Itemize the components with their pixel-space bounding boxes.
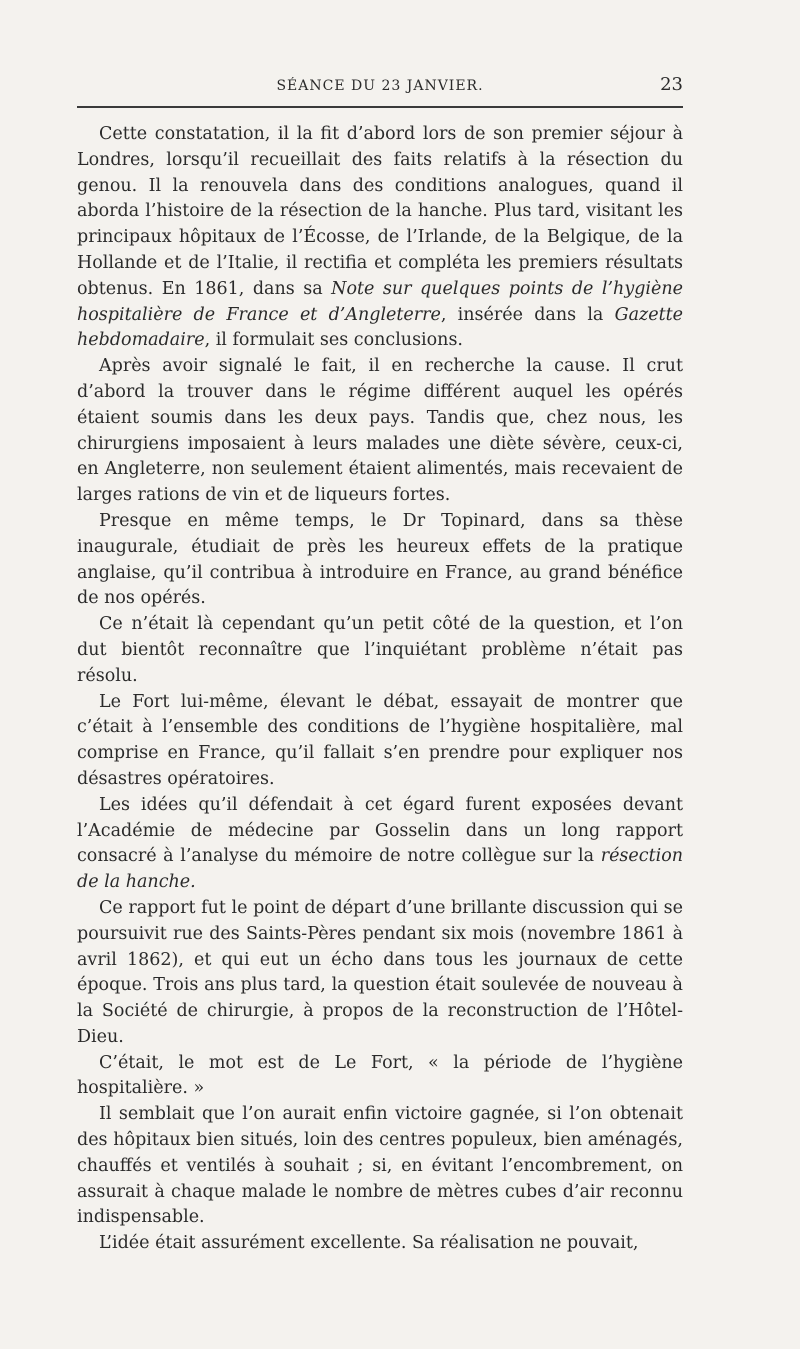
text-run: Le Fort lui-même, élevant le débat, essayait de montrer que c’était à l’ensemble des conditions de l’hygiène hospitalière, mal comprise en France, qu’il fallait s’en prendre pour expliquer nos désastres opératoires.: [77, 691, 683, 789]
text-run: Ce n’était là cependant qu’un petit côté de la question, et l’on dut bientôt reconnaître que l’inquiétant problème n’était pas résolu.: [77, 614, 683, 686]
paragraph: [77, 509, 683, 612]
header-rule: [77, 106, 683, 108]
paragraph: [77, 122, 683, 354]
body-text: [77, 122, 683, 1257]
text-run: Après avoir signalé le fait, il en recherche la cause. Il crut d’abord la trouver dans le régime différent auquel les opérés étaient soumis dans les deux pays. Tandis que, chez nous, les chirurgiens imposaient à leurs malades une diète sévère, ceux-ci, en Angleterre, non seulement étaient alimentés, mais recevaient de larges rations de vin et de liqueurs fortes.: [77, 356, 683, 506]
text-run: , il formulait ses conclusions.: [204, 330, 463, 351]
text-run: Presque en même temps, le Dr Topinard, dans sa thèse inaugurale, étudiait de près les heureux effets de la pratique anglaise, qu’il contribua à introduire en France, au grand bénéfice de nos opérés.: [77, 510, 683, 609]
running-head: SÉANCE DU 23 JANVIER.: [276, 78, 484, 94]
paragraph: [77, 612, 683, 689]
italic-title: Gazette hebdomadaire: [77, 304, 684, 351]
page-header: [77, 72, 683, 102]
paragraph: [77, 690, 683, 793]
text-run: Ce rapport fut le point de départ d’une brillante discussion qui se poursuivit rue des Saints-Pères pendant six mois (novembre 1861 à avril 1862), et qui eut un écho dans tous les journaux de cette époque. Trois ans plus tard, la question était soulevée de nouveau à la Société de chirurgie, à propos de la reconstruction de l’Hôtel-Dieu.: [77, 897, 683, 1047]
text-run: Les idées qu’il défendait à cet égard furent exposées devant l’Académie de médecine par Gosselin dans un long rapport consacré à l’analyse du mémoire de notre collègue sur la: [77, 794, 683, 867]
paragraph: [77, 354, 683, 509]
text-run: L’idée était assurément excellente. Sa réalisation ne pouvait,: [99, 1233, 639, 1254]
text-run: Cette constatation, il la fit d’abord lors de son premier séjour à Londres, lorsqu’il recueillait des faits relatifs à la résection du genou. Il la renouvela dans des conditions analogues, quand il aborda l’histoire de la résection de la hanche. Plus tard, visitant les principaux hôpitaux de l’Écosse, de l’Irlande, de la Belgique, de la Hollande et de l’Italie, il rectifia et compléta les premiers résultats obtenus. En 1861, dans sa: [77, 124, 683, 299]
text-run: C’était, le mot est de Le Fort, « la période de l’hygiène hospitalière. »: [77, 1052, 683, 1099]
italic-title: Note sur quelques points de l’hygiène hospitalière de France et d’Angleterre: [77, 278, 683, 325]
paragraph: [77, 1231, 683, 1257]
paragraph: [77, 793, 683, 896]
page-number: 23: [660, 74, 683, 95]
paragraph: [77, 1051, 683, 1103]
paragraph: [77, 1102, 683, 1231]
text-run: , insérée dans la: [440, 304, 615, 325]
paragraph: [77, 896, 683, 1051]
italic-title: résection de la hanche.: [77, 846, 683, 893]
text-run: Il semblait que l’on aurait enfin victoire gagnée, si l’on obtenait des hôpitaux bien situés, loin des centres populeux, bien aménagés, chauffés et ventilés à souhait ; si, en évitant l’encombrement, on assurait à chaque malade le nombre de mètres cubes d’air reconnu indispensable.: [77, 1104, 683, 1228]
